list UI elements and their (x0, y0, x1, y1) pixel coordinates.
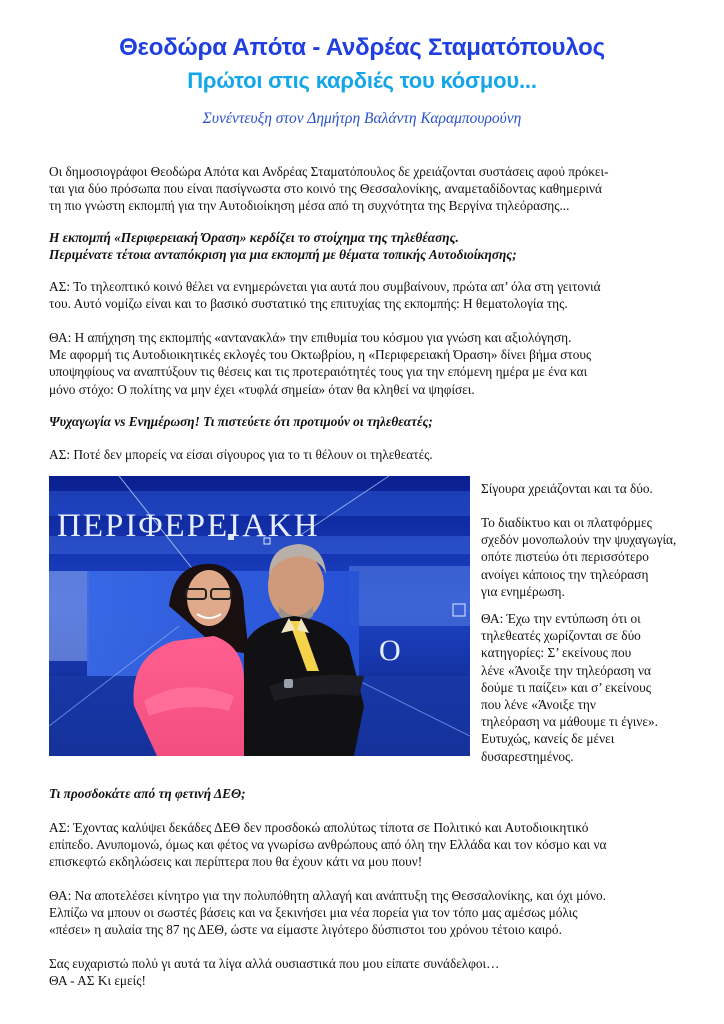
hosts-photo (49, 476, 470, 756)
text-line: του. Αυτό νομίζω είναι και το βασικό συστατικό της επιτυχίας της εκπομπής: Η θεματολογία της. (49, 296, 568, 312)
side-answer-ta (481, 610, 716, 765)
question-1 (49, 229, 679, 263)
text-line: Με αφορμή τις Αυτοδιοικητικές εκλογές του Οκτωβρίου, η «Περιφερειακή Όραση» δίνει βήμα στους (49, 347, 592, 363)
answer-2-as: ΑΣ: Ποτέ δεν μπορείς να είσαι σίγουρος για το τι θέλουν οι τηλεθεατές. (49, 447, 433, 462)
text-line: τηλεόραση να μάθουμε τι έγινε». (481, 714, 658, 730)
text-line: Οι δημοσιογράφοι Θεοδώρα Απότα και Ανδρέας Σταματόπουλος δε χρειάζονται συστάσεις αφού πρόκει- (49, 164, 609, 179)
backdrop-text-line2: Ο (379, 634, 401, 667)
text-line: Το διαδίκτυο και οι πλατφόρμες (481, 515, 652, 530)
answer-1-ta (49, 329, 679, 398)
text-line: Περιμένατε τέτοια ανταπόκριση για μια εκπομπή με θέματα τοπικής Αυτοδιοίκησης; (49, 247, 517, 263)
text-line: λένε «Άνοιξε την τηλεόραση να (481, 662, 651, 678)
text-line: επισκεφτώ εκδηλώσεις και περίπτερα που θα έχουν κάτι να μου πουν! (49, 854, 423, 870)
text-line: ΑΣ: Έχοντας καλύψει δεκάδες ΔΕΘ δεν προσδοκώ απολύτως τίποτα σε Πολιτικό και Αυτοδιοικητικό (49, 820, 589, 835)
text-line: τη πιο γνώστη εκπομπή για την Αυτοδιοίκηση μέσα από τη συχνότητα της Βεργίνα τηλεόρασης... (49, 198, 570, 214)
text-line: ΘΑ: Να αποτελέσει κίνητρο για την πολυπόθητη αλλαγή και ανάπτυξη της Θεσσαλονίκης, και όχι μόνο. (49, 888, 606, 903)
text-line: δούμε τι παίζει» και σ’ εκείνους (481, 679, 652, 695)
intro-paragraph (49, 163, 679, 215)
backdrop-text: ΠΕΡΙΦΕΡΕΙΑΚΗ (57, 508, 320, 544)
answer-1-as (49, 278, 679, 312)
closing (49, 955, 679, 989)
answer-3-as (49, 819, 679, 871)
text-line: για ενημέρωση. (481, 583, 565, 599)
text-line: ται για δύο πρόσωπα που είναι πασίγνωστα στο κοινό της Θεσσαλονίκης, αναμεταδίδοντας καθημερινά (49, 181, 603, 197)
text-line: Ευτυχώς, κανείς δε μένει (481, 731, 615, 747)
text-line: οπότε πιστεύω ότι περισσότερο (481, 549, 649, 565)
text-line: «πέσει» η αυλαία της 87 ης ΔΕΘ, ώστε να είμαστε λιγότερο δύσπιστοι του χρόνου τέτοιο καιρό. (49, 922, 562, 938)
question-2: Ψυχαγωγία vs Ενημέρωση! Τι πιστεύετε ότι προτιμούν οι τηλεθεατές; (49, 414, 433, 429)
text-line: ΑΣ: Το τηλεοπτικό κοινό θέλει να ενημερώνεται για αυτά που συμβαίνουν, πρώτα απ’ όλα στη γειτονιά (49, 279, 601, 294)
text-line: Σας ευχαριστώ πολύ γι αυτά τα λίγα αλλά ουσιαστικά που μου είπατε συνάδελφοι… (49, 956, 500, 971)
text-line: ΘΑ: Η απήχηση της εκπομπής «αντανακλά» την επιθυμία του κόσμου για γνώση και αξιολόγηση. (49, 330, 572, 345)
text-line: δυσαρεστημένος. (481, 748, 574, 764)
text-line: κατηγορίες: Σ’ εκείνους που (481, 645, 632, 661)
text-line: σχεδόν μονοπωλούν την ψυχαγωγία, (481, 532, 677, 548)
text-line: ΘΑ - ΑΣ Κι εμείς! (49, 973, 146, 989)
text-line: μόνο στόχο: Ο πολίτης να μην έχει «τυφλά σημεία» όταν θα κληθεί να ψηφίσει. (49, 381, 475, 397)
text-line: επίπεδο. Ανυπομονώ, όμως και φέτος να γνωρίσω ανθρώπους από όλη την Ελλάδα και τον κόσμο και να (49, 837, 607, 853)
side-answer-as: Σίγουρα χρειάζονται και τα δύο. (481, 481, 653, 496)
text-line: τηλεθεατές χωρίζονται σε δύο (481, 628, 641, 644)
side-answer-as-continued (481, 514, 716, 600)
article-subtitle: Πρώτοι στις καρδιές του κόσμου... (187, 68, 537, 93)
text-line: Ελπίζω να μπουν οι σωστές βάσεις και να ξεκινήσει μια νέα πορεία για τον τόπο μας αμέσως μόλις (49, 905, 578, 921)
text-line: ανοίγει κάποιος την τηλεόραση (481, 566, 649, 582)
article-byline: Συνέντευξη στον Δημήτρη Βαλάντη Καραμπουρούνη (202, 110, 522, 127)
text-line: ΘΑ: Έχω την εντύπωση ότι οι (481, 611, 641, 626)
answer-3-ta (49, 887, 679, 939)
text-line: υποψηφίους να αναπτύξουν τις θέσεις και τις προτεραιότητές τους για την επόμενη ημέρα με ένα και (49, 364, 588, 380)
text-line: Η εκπομπή «Περιφερειακή Όραση» κερδίζει το στοίχημα της τηλεθέασης. (49, 230, 459, 245)
question-3: Τι προσδοκάτε από τη φετινή ΔΕΘ; (49, 786, 246, 801)
article-title: Θεοδώρα Απότα - Ανδρέας Σταματόπουλος (119, 34, 605, 61)
text-line: που λένε «Άνοιξε την (481, 697, 596, 713)
